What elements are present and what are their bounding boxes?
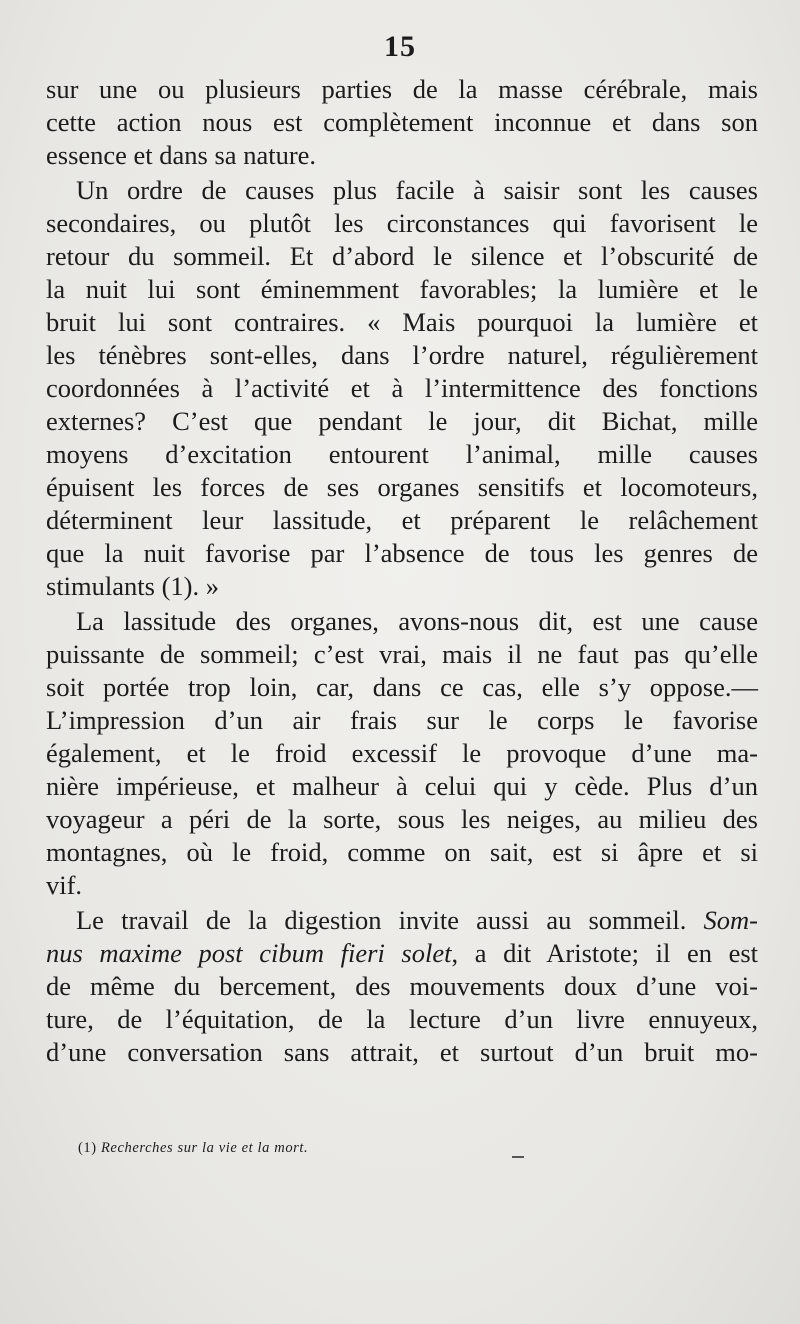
text-line: stimulants (1). » [46,571,219,601]
latin-quote: nus maxime post cibum fieri solet [46,938,452,968]
text-line: La lassitude des organes, avons-nous dit, est une cause [76,606,758,636]
footnote-marker: (1) [78,1140,97,1156]
footnote [78,1140,308,1157]
page-number: 15 [384,30,416,63]
text-line: les ténèbres sont-elles, dans l’ordre naturel, régulièrement [46,340,758,370]
text-line: secondaires, ou plutôt les circonstances qui favorisent le [46,208,758,238]
text-line: nus maxime post cibum fieri solet, a dit Aristote; il en est [46,938,759,968]
text-line: puissante de sommeil; c’est vrai, mais il ne faut pas qu’elle [46,639,758,669]
text-line: Le travail de la digestion invite aussi au sommeil. Som- [76,905,758,935]
text-line: coordonnées à l’activité et à l’intermittence des fonctions [46,373,758,403]
text-line: externes? C’est que pendant le jour, dit Bichat, mille [46,406,758,436]
paragraphs-1-2 [46,73,758,904]
text-line: bruit lui sont contraires. « Mais pourquoi la lumière et [46,307,758,337]
text-line: Un ordre de causes plus facile à saisir sont les causes [76,175,758,205]
text-line: épuisent les forces de ses organes sensitifs et locomoteurs, [46,472,758,502]
text-line: L’impression d’un air frais sur le corps le favorise [46,705,758,735]
text-line: moyens d’excitation entourent l’animal, mille causes [46,439,758,469]
body-text [46,73,758,1069]
text-line: ture, de l’équitation, de la lecture d’un livre ennuyeux, [46,1004,758,1034]
text-line: d’une conversation sans attrait, et surtout d’un bruit mo- [46,1037,758,1067]
text-line: vif. [46,870,83,900]
text-line: que la nuit favorise par l’absence de tous les genres de [46,538,758,568]
text-line: cette action nous est complètement inconnue et dans son [46,107,758,137]
text-line: la nuit lui sont éminemment favorables; la lumière et le [46,274,758,304]
text-line: essence et dans sa nature. [46,140,317,170]
text-line: retour du sommeil. Et d’abord le silence et l’obscurité de [46,241,758,271]
text-line: voyageur a péri de la sorte, sous les neiges, au milieu des [46,804,758,834]
text-line: soit portée trop loin, car, dans ce cas, elle s’y oppose.— [46,672,758,702]
paragraph-3 [46,904,758,1069]
print-mark [512,1156,524,1158]
text-line: montagnes, où le froid, comme on sait, est si âpre et si [46,837,758,867]
text-line: nière impérieuse, et malheur à celui qui y cède. Plus d’un [46,771,758,801]
text-line: également, et le froid excessif le provoque d’une ma- [46,738,758,768]
text-line: sur une ou plusieurs parties de la masse cérébrale, mais [46,74,758,104]
footnote-text: Recherches sur la vie et la mort. [100,1140,309,1156]
latin-quote-start: Som- [703,905,758,935]
text-line: déterminent leur lassitude, et préparent le relâchement [46,505,758,535]
text-line: de même du bercement, des mouvements doux d’une voi- [46,971,758,1001]
